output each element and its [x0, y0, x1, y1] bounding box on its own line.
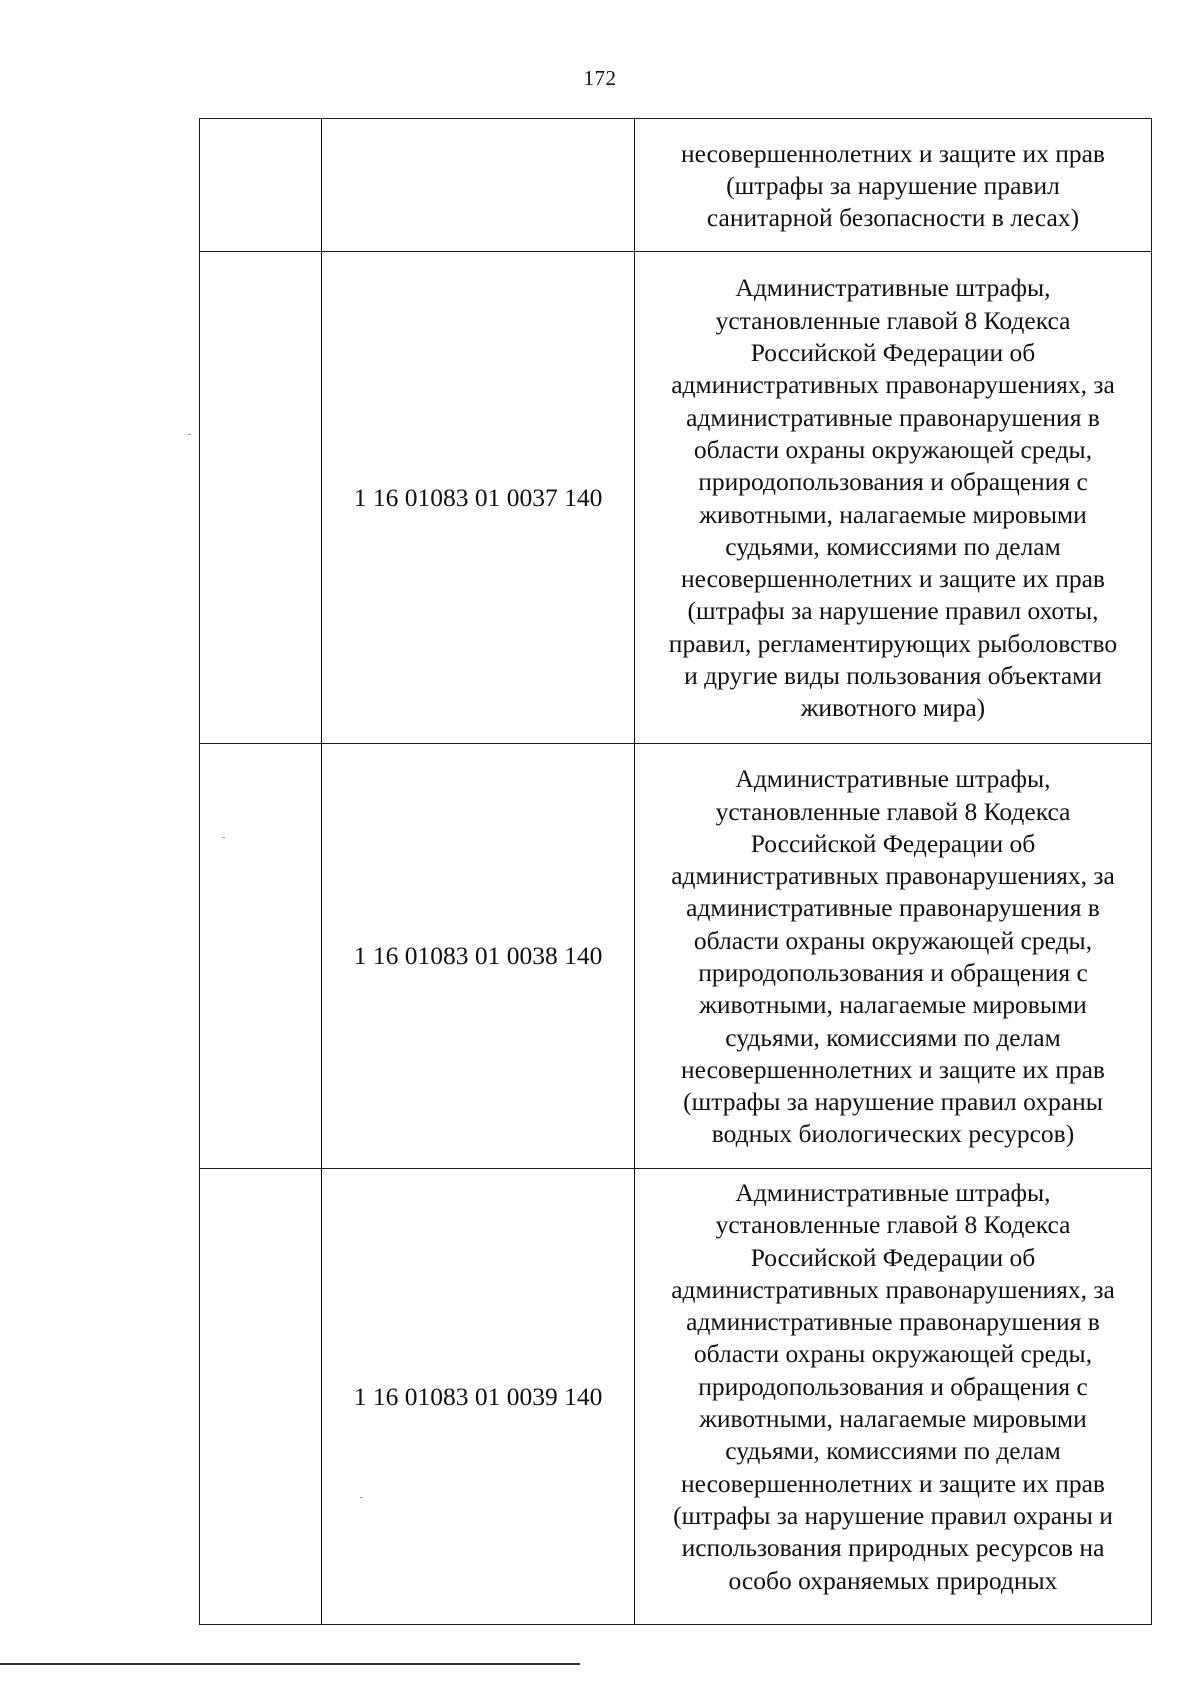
description-line: особо охраняемых природных	[728, 1565, 1058, 1595]
description-line: Административные штрафы,	[735, 1178, 1051, 1207]
description-line: (штрафы за нарушение правил охраны	[683, 1087, 1103, 1117]
description-line: животного мира)	[800, 693, 986, 723]
table-row	[200, 744, 1152, 1169]
description-line: животными, налагаемые мировыми	[699, 990, 1087, 1020]
row-number-cell	[200, 252, 322, 744]
description-line: административных правонарушениях, за	[671, 370, 1115, 400]
description-line: (штрафы за нарушение правил охраны и	[673, 1500, 1113, 1530]
row-number-cell	[200, 1169, 322, 1625]
page-number: 172	[583, 66, 617, 90]
description-line: Административные штрафы,	[735, 273, 1051, 303]
row-number-cell	[200, 119, 322, 252]
description-line: административные правонарушения в	[686, 893, 1100, 923]
description-line: природопользования и обращения с	[698, 958, 1088, 987]
description-line: установленные главой 8 Кодекса	[715, 796, 1071, 826]
description-line: административные правонарушения в	[686, 1307, 1100, 1337]
description-line: Административные штрафы,	[735, 764, 1051, 794]
code-cell: 1 16 01083 01 0039 140	[322, 1169, 635, 1625]
description-line: животными, налагаемые мировыми	[699, 499, 1087, 529]
description-line: природопользования и обращения с	[698, 467, 1088, 497]
description-cell	[635, 1169, 1152, 1625]
table-row	[200, 1169, 1152, 1625]
description-cell	[635, 119, 1152, 252]
description-line: природопользования и обращения с	[698, 1371, 1088, 1401]
description-cell	[635, 252, 1152, 744]
scan-speck	[360, 1497, 363, 1498]
code-cell: 1 16 01083 01 0038 140	[322, 744, 635, 1169]
description-line: области охраны окружающей среды,	[693, 925, 1093, 955]
scan-speck	[188, 434, 191, 435]
description-line: несовершеннолетних и защите их прав	[681, 1468, 1105, 1498]
description-line: и другие виды пользования объектами	[684, 660, 1102, 690]
description-line: (штрафы за нарушение правил	[726, 170, 1060, 200]
description-line: водных биологических ресурсов)	[711, 1119, 1075, 1149]
description-line: Российской Федерации об	[750, 338, 1036, 368]
description-line: области охраны окружающей среды,	[693, 434, 1093, 464]
scan-speck	[222, 837, 225, 838]
budget-codes-table	[199, 118, 1152, 1625]
row-number-cell	[200, 744, 322, 1169]
description-line: несовершеннолетних и защите их прав	[681, 138, 1105, 168]
description-line: несовершеннолетних и защите их прав	[681, 564, 1105, 594]
footer-divider	[0, 1663, 580, 1665]
description-line: административных правонарушениях, за	[671, 1274, 1115, 1304]
description-line: административных правонарушениях, за	[671, 861, 1115, 891]
description-line: санитарной безопасности в лесах)	[706, 203, 1080, 233]
description-line: области охраны окружающей среды,	[693, 1339, 1093, 1369]
description-line: Российской Федерации об	[750, 828, 1036, 858]
description-cell	[635, 744, 1152, 1169]
description-line: судьями, комиссиями по делам	[725, 1436, 1061, 1466]
description-line: несовершеннолетних и защите их прав	[681, 1054, 1105, 1084]
description-line: Российской Федерации об	[750, 1242, 1036, 1272]
table-row	[200, 119, 1152, 252]
description-line: правил, регламентирующих рыболовство	[668, 628, 1118, 658]
code-cell: 1 16 01083 01 0037 140	[322, 252, 635, 744]
description-line: установленные главой 8 Кодекса	[715, 305, 1071, 335]
description-line: (штрафы за нарушение правил охоты,	[687, 596, 1099, 626]
description-line: животными, налагаемые мировыми	[699, 1404, 1087, 1434]
description-line: судьями, комиссиями по делам	[725, 531, 1061, 561]
description-line: судьями, комиссиями по делам	[725, 1022, 1061, 1052]
table-row	[200, 252, 1152, 744]
description-line: административные правонарушения в	[686, 402, 1100, 432]
description-line: установленные главой 8 Кодекса	[715, 1210, 1071, 1240]
description-line: использования природных ресурсов на	[681, 1533, 1105, 1563]
code-cell	[322, 119, 635, 252]
